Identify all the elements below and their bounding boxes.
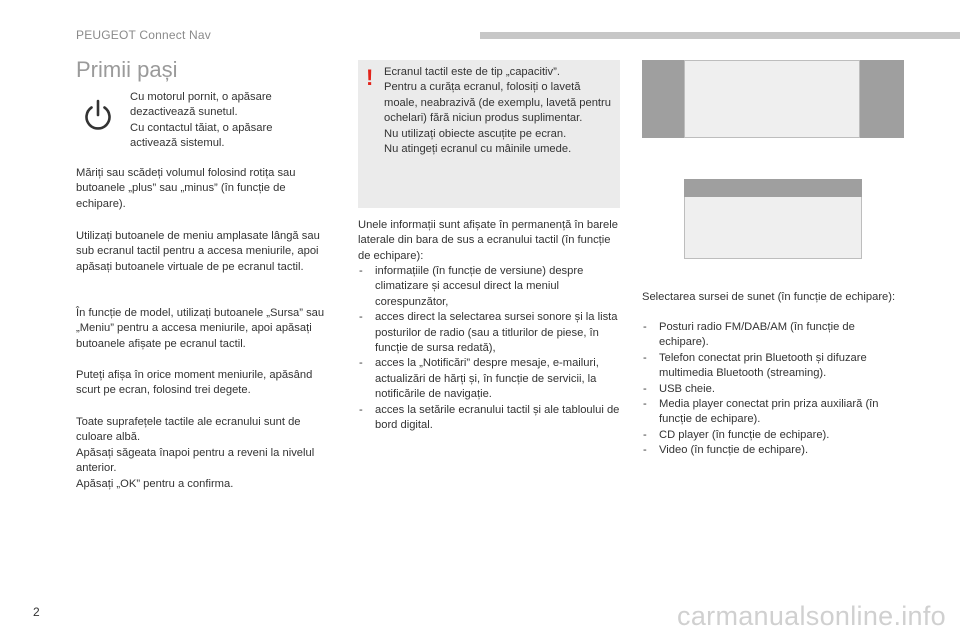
screen-illustration-display — [684, 60, 860, 138]
screen-illustration-topbar — [684, 179, 862, 197]
volume-paragraph: Măriți sau scădeți volumul folosind rotița sau butoanele „plus” sau „minus” (în funcție de echipare). — [76, 167, 296, 210]
watermark[interactable]: carmanualsonline.info — [677, 601, 946, 631]
exclamation-icon: ! — [366, 65, 374, 90]
sound-source-list — [642, 320, 904, 459]
warning-box — [358, 60, 620, 208]
touch-surfaces-paragraph: Toate suprafețele tactile ale ecranului sunt de culoare albă. Apăsați săgeata înapoi pentru a reveni la nivelul anterior. Apăsați „OK” pentru a confirma. — [76, 416, 315, 490]
power-button-description: Cu motorul pornit, o apăsare dezactivează sunetul. Cu contactul tăiat, o apăsare activează sistemul. — [130, 91, 273, 150]
list-item: - Posturi radio FM/DAB/AM (în funcție de echipare). — [642, 320, 904, 351]
menu-buttons-paragraph: Utilizați butoanele de meniu amplasate lângă sau sub ecranul tactil pentru a accesa meniurile, apoi apăsați butoanele virtuale de pe ecranul tactil. — [76, 230, 320, 273]
warning-text: Ecranul tactil este de tip „capacitiv”. Pentru a curăța ecranul, folosiți o lavetă moale, neabrazivă (de exemplu, lavetă pentru ochelari) fără niciun produs suplimentar. Nu utilizați obiecte ascuțite pe ecran. Nu atingeți ecranul cu mâinile umede. — [384, 66, 611, 156]
header-rule — [480, 32, 960, 39]
list-item: - USB cheie. — [642, 382, 904, 397]
list-item: - Media player conectat prin priza auxiliară (în funcție de echipare). — [642, 397, 904, 428]
page-number: 2 — [33, 605, 40, 619]
list-item: - informațiile (în funcție de versiune) despre climatizare și accesul direct la meniul corespunzător, — [358, 264, 622, 310]
sound-source-intro: Selectarea sursei de sunet (în funcție de echipare): — [642, 291, 896, 303]
three-finger-paragraph: Puteți afișa în orice moment meniurile, apăsând scurt pe ecran, folosind trei degete. — [76, 369, 313, 397]
screen-illustration — [642, 60, 904, 138]
source-menu-paragraph: În funcție de model, utilizați butoanele „Sursa” sau „Meniu” pentru a accesa meniurile, apoi apăsați butoanele afișate pe ecranul tactil. — [76, 307, 325, 350]
header-title: PEUGEOT Connect Nav — [76, 28, 211, 42]
permanent-info-list — [358, 264, 622, 433]
list-item: - Telefon conectat prin Bluetooth și difuzare multimedia Bluetooth (streaming). — [642, 351, 904, 382]
power-icon — [82, 98, 114, 132]
permanent-info-intro: Unele informații sunt afișate în permanență în barele laterale din bara de sus a ecranului tactil (în funcție de echipare): — [358, 219, 618, 262]
list-item: - acces direct la selectarea sursei sonore și la lista posturilor de radio (sau a titlurilor de piese, în funcție de sursa redată), — [358, 310, 622, 356]
list-item: - Video (în funcție de echipare). — [642, 443, 904, 458]
list-item: - CD player (în funcție de echipare). — [642, 428, 904, 443]
page-title: Primii pași — [76, 57, 178, 82]
screen-illustration-small — [684, 179, 862, 259]
list-item: - acces la setările ecranului tactil și ale tabloului de bord digital. — [358, 403, 622, 434]
list-item: - acces la „Notificări” despre mesaje, e-mailuri, actualizări de hărți și, în funcție de servicii, la notificările de navigație. — [358, 356, 622, 402]
